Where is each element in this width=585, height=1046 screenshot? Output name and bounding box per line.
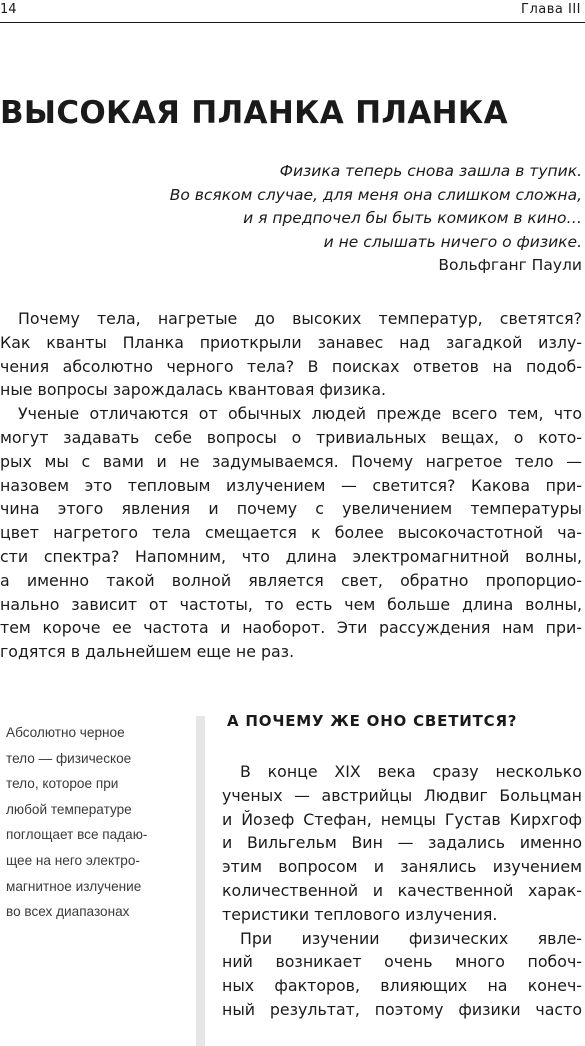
text-line: этим вопросом и занялись изучением [222, 857, 582, 877]
sidebar-line: поглощает все падаю- [6, 827, 148, 843]
chapter-label: Глава III [521, 2, 581, 17]
page-number: 14 [0, 2, 17, 17]
sidebar-line: во всех диапазонах [6, 904, 130, 920]
text-line: Как кванты Планка приоткрыли занавес над загадкой излу- [0, 332, 582, 352]
text-line: рых мы с вами и не задумываемся. Почему нагретое тело — [0, 451, 582, 471]
text-line: количественной и качественной харак- [222, 880, 582, 900]
text-line: и Вильгельм Вин — задались именно [222, 833, 582, 853]
text-line: чина этого явления и почему с увеличением температуры [0, 499, 582, 519]
text-line: чения абсолютно черного тела? В поисках ответов на подоб- [0, 356, 582, 376]
text-line: сти спектра? Напомним, что длина электромагнитной волны, [0, 546, 582, 566]
epigraph-line: Во всяком случае, для меня она слишком сложна, [169, 185, 582, 204]
text-line: и Йозеф Стефан, немцы Густав Кирхгоф [222, 809, 582, 829]
sidebar-line: любой температуре [6, 801, 132, 817]
text-line: ний возникает очень много побоч- [222, 952, 582, 972]
section-paragraphs [222, 760, 582, 1022]
text-line: ный результат, поэтому физики часто [222, 999, 582, 1019]
text-line: назовем это тепловым излучением — светится? Какова при- [0, 475, 582, 495]
text-line: могут задавать себе вопросы о тривиальных вещах, о кото- [0, 427, 582, 447]
text-line: Ученые отличаются от обычных людей прежде всего тем, что [18, 404, 582, 424]
text-line: а именно такой волной является свет, обратно пропорцио- [0, 570, 582, 590]
sidebar-line: магнитное излучение [6, 878, 142, 894]
text-line: ные вопросы зарождалась квантовая физика. [0, 380, 387, 400]
text-line: тем короче ее частота и наоборот. Эти рассуждения нам при- [0, 618, 582, 638]
text-line: нально зависит от частоты, то есть чем больше длина волны, [0, 594, 582, 614]
text-line: При изучении физических явле- [240, 928, 582, 948]
text-line: В конце XIX века сразу несколько [240, 762, 582, 781]
text-line: цвет нагретого тела смещается к более высокочастотной ча- [0, 523, 582, 543]
text-line: Почему тела, нагретые до высоких температур, светятся? [18, 309, 582, 328]
epigraph-line: и я предпочел бы быть комиком в кино… [243, 209, 582, 227]
section-heading: А ПОЧЕМУ ЖЕ ОНО СВЕТИТСЯ? [227, 712, 518, 730]
text-line: ных факторов, влияющих на конеч- [222, 976, 582, 996]
text-line: годятся в дальнейшем еще не раз. [0, 642, 295, 662]
sidebar-line: тело — физическое [6, 750, 132, 766]
epigraph [22, 160, 582, 278]
sidebar-definition [6, 716, 205, 1046]
text-line: теристики теплового излучения. [222, 904, 498, 924]
epigraph-line: Физика теперь снова зашла в тупик. [279, 162, 582, 180]
chapter-title: ВЫСОКАЯ ПЛАНКА ПЛАНКА [0, 95, 508, 131]
running-header [0, 0, 585, 23]
sidebar-line: Абсолютно черное [6, 725, 125, 740]
sidebar-line: щее на него электро- [6, 852, 140, 868]
text-line: ученых — австрийцы Людвиг Больцман [222, 785, 582, 805]
epigraph-author: Вольфганг Паули [438, 256, 582, 274]
intro-paragraphs [0, 307, 582, 664]
epigraph-line: и не слышать ничего о физике. [323, 232, 582, 251]
sidebar-line: тело, которое при [6, 776, 119, 792]
